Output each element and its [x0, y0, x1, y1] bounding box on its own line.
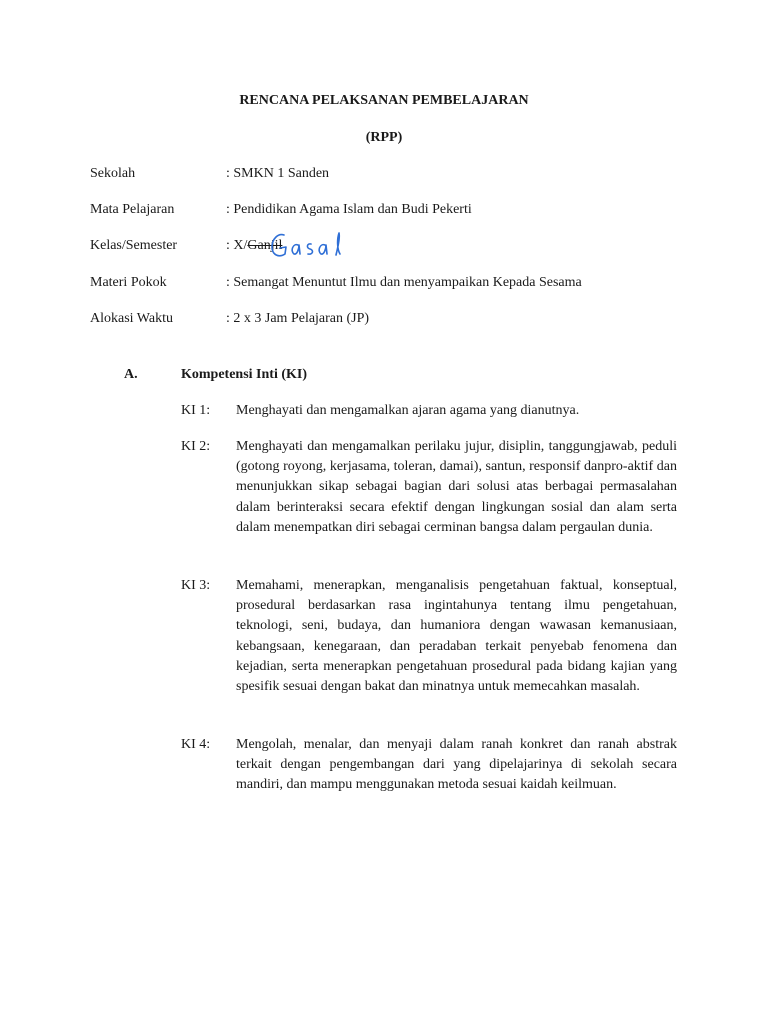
document-title: RENCANA PELAKSANAN PEMBELAJARAN — [239, 93, 529, 108]
ki-text: Mengolah, menalar, dan menyaji dalam ranah konkret dan ranah abstrak terkait dengan pengembangan dari yang dipelajarinya di sekolah secara mandiri, dan mampu menggunakan metoda sesuai kaidah keilmuan. — [236, 737, 677, 793]
meta-value: : 2 x 3 Jam Pelajaran (JP) — [226, 311, 370, 326]
section-title: Kompetensi Inti (KI) — [181, 367, 307, 382]
meta-label: Sekolah — [90, 166, 136, 181]
meta-value-prefix: : X/ — [226, 238, 248, 253]
ki-label: KI 2: — [181, 439, 211, 454]
meta-label: Kelas/Semester — [90, 238, 178, 253]
ki-text: Menghayati dan mengamalkan perilaku jujur, disiplin, tanggungjawab, peduli (gotong royong, kerjasama, toleran, damai), santun, responsif danpro-aktif dan menunjukkan sikap sebagai bagian dari solusi atas berbagai permasalahan dalam berinteraksi secara efektif dengan lingkungan sosial dan alam serta dalam menempatkan diri sebagai cerminan bangsa dalam pergaulan dunia. — [236, 439, 677, 535]
ki-text: Menghayati dan mengamalkan ajaran agama yang dianutnya. — [236, 403, 580, 418]
ki-text: Memahami, menerapkan, menganalisis pengetahuan faktual, konseptual, prosedural berdasarkan rasa ingintahunya tentang ilmu pengetahuan, teknologi, seni, budaya, dan humaniora dengan wawasan kemanusiaan, kebangsaan, kenegaraan, dan peradaban terkait penyebab fenomena dan kejadian, serta menerapkan pengetahuan prosedural pada bidang kajian yang spesifik sesuai dengan bakat dan minatnya untuk memecahkan masalah. — [236, 578, 677, 695]
ki-label: KI 3: — [181, 578, 211, 593]
meta-label: Alokasi Waktu — [90, 311, 173, 326]
ki-label: KI 1: — [181, 403, 211, 418]
meta-value: : Semangat Menuntut Ilmu dan menyampaikan Kepada Sesama — [226, 275, 582, 290]
meta-value: : Pendidikan Agama Islam dan Budi Pekerti — [226, 202, 472, 217]
meta-value: : SMKN 1 Sanden — [226, 166, 330, 181]
document-subtitle: (RPP) — [365, 130, 403, 145]
meta-label: Mata Pelajaran — [90, 202, 175, 217]
struck-semester-value: Ganjil — [247, 238, 283, 253]
ki-label: KI 4: — [181, 737, 211, 752]
meta-label: Materi Pokok — [90, 275, 167, 290]
section-letter: A. — [124, 367, 138, 382]
handwritten-correction — [268, 229, 368, 265]
